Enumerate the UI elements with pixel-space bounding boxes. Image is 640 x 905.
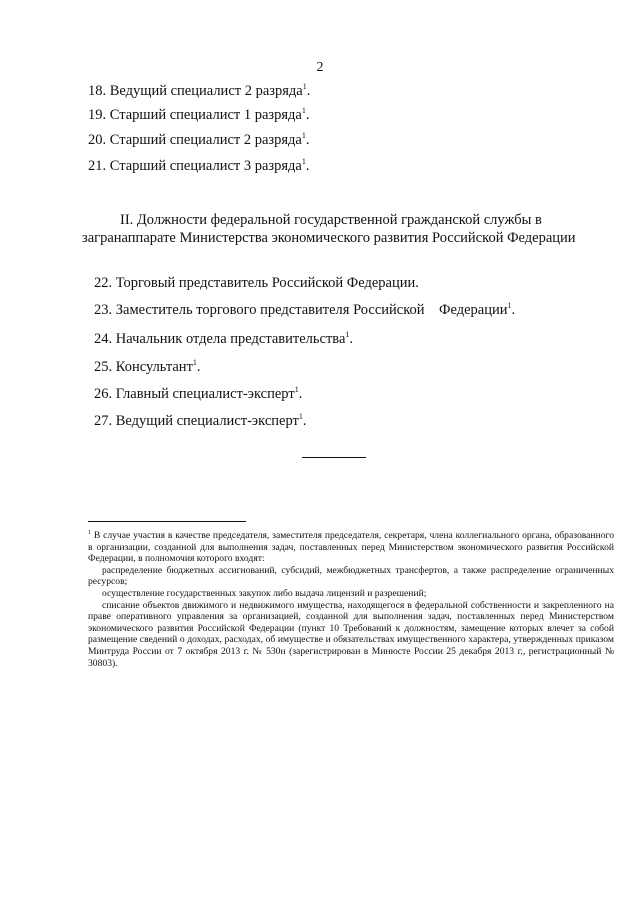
- list-item: [88, 131, 310, 149]
- footnote-intro: [88, 530, 614, 565]
- footnote-ref: 1: [294, 385, 299, 395]
- footnote-ref: 1: [507, 301, 512, 311]
- list-item-tail: .: [306, 83, 311, 99]
- list-item-tail: .: [305, 158, 310, 174]
- list-item-tail: .: [511, 302, 516, 318]
- footnote-intro-text: В случае участия в качестве председателя, заместителя председателя, секретаря, члена коллегиального органа, образованного в организации, созданной для выполнения задач, поставленных перед Министерством экономического развития Российской Федерации, в полномочия которого входят:: [88, 530, 614, 565]
- footnote-item: списание объектов движимого и недвижимого имущества, находящегося в федеральной собственности и закрепленного на праве оперативного управления за организацией, созданной для выполнения задач, поставленных перед Министерством экономического развития Российской Федерации (пункт 10 Требований к должностям, замещение которых влечет за собой размещение сведений о доходах, расходах, об имуществе и обязательствах имущественного характера, утвержденных приказом Минтруда России от 7 октября 2013 г. № 530н (зарегистрирован в Минюсте России 25 декабря 2013 г., регистрационный № 30803).: [88, 599, 614, 669]
- list-item-tail: .: [305, 107, 310, 123]
- list-item-tail: .: [298, 386, 303, 402]
- list-item: [94, 385, 302, 403]
- footnote-rule: [88, 521, 246, 522]
- section-heading: [82, 211, 622, 247]
- list-item: [88, 106, 310, 124]
- footnote-ref: 1: [298, 412, 303, 422]
- footnote-ref: 1: [301, 106, 306, 116]
- list-item: [94, 358, 201, 376]
- footnote-ref: 1: [302, 82, 307, 92]
- list-item-text: 22. Торговый представитель Российской Федерации.: [94, 275, 419, 291]
- footnote-ref: 1: [345, 330, 350, 340]
- page-number: 2: [316, 60, 324, 75]
- footnote-marker: 1: [88, 529, 91, 536]
- list-item-tail: .: [196, 359, 201, 375]
- list-item-tail: .: [305, 132, 310, 148]
- list-item-text: 19. Старший специалист 1 разряда: [88, 107, 302, 123]
- list-item-tail: .: [349, 331, 354, 347]
- list-item: [94, 301, 515, 319]
- list-item: [94, 330, 353, 348]
- section-heading-line2: загранаппарате Министерства экономического развития Российской Федерации: [82, 230, 576, 246]
- list-item-text: 27. Ведущий специалист-эксперт: [94, 413, 299, 429]
- footnote-item: распределение бюджетных ассигнований, субсидий, межбюджетных трансфертов, а также распределение ограниченных ресурсов;: [88, 564, 614, 588]
- list-item-text: 23. Заместитель торгового представителя Российской Федерации: [94, 302, 508, 318]
- list-item-text: 21. Старший специалист 3 разряда: [88, 158, 302, 174]
- list-item: [94, 412, 306, 430]
- footnote: [88, 530, 614, 669]
- list-item: [94, 274, 419, 292]
- footnote-ref: 1: [192, 358, 197, 368]
- list-item-text: 25. Консультант: [94, 359, 193, 375]
- list-item-text: 24. Начальник отдела представительства: [94, 331, 346, 347]
- list-item-tail: .: [302, 413, 307, 429]
- list-item: [88, 157, 310, 175]
- footnote-ref: 1: [301, 157, 306, 167]
- list-item: [88, 82, 310, 100]
- list-item-text: 18. Ведущий специалист 2 разряда: [88, 83, 303, 99]
- list-item-text: 26. Главный специалист-эксперт: [94, 386, 295, 402]
- footnote-ref: 1: [301, 131, 306, 141]
- list-item-text: 20. Старший специалист 2 разряда: [88, 132, 302, 148]
- section-heading-line1: II. Должности федеральной государственной гражданской службы в: [120, 212, 542, 228]
- separator-line: [302, 457, 366, 458]
- footnote-item: осуществление государственных закупок либо выдача лицензий и разрешений;: [102, 587, 427, 599]
